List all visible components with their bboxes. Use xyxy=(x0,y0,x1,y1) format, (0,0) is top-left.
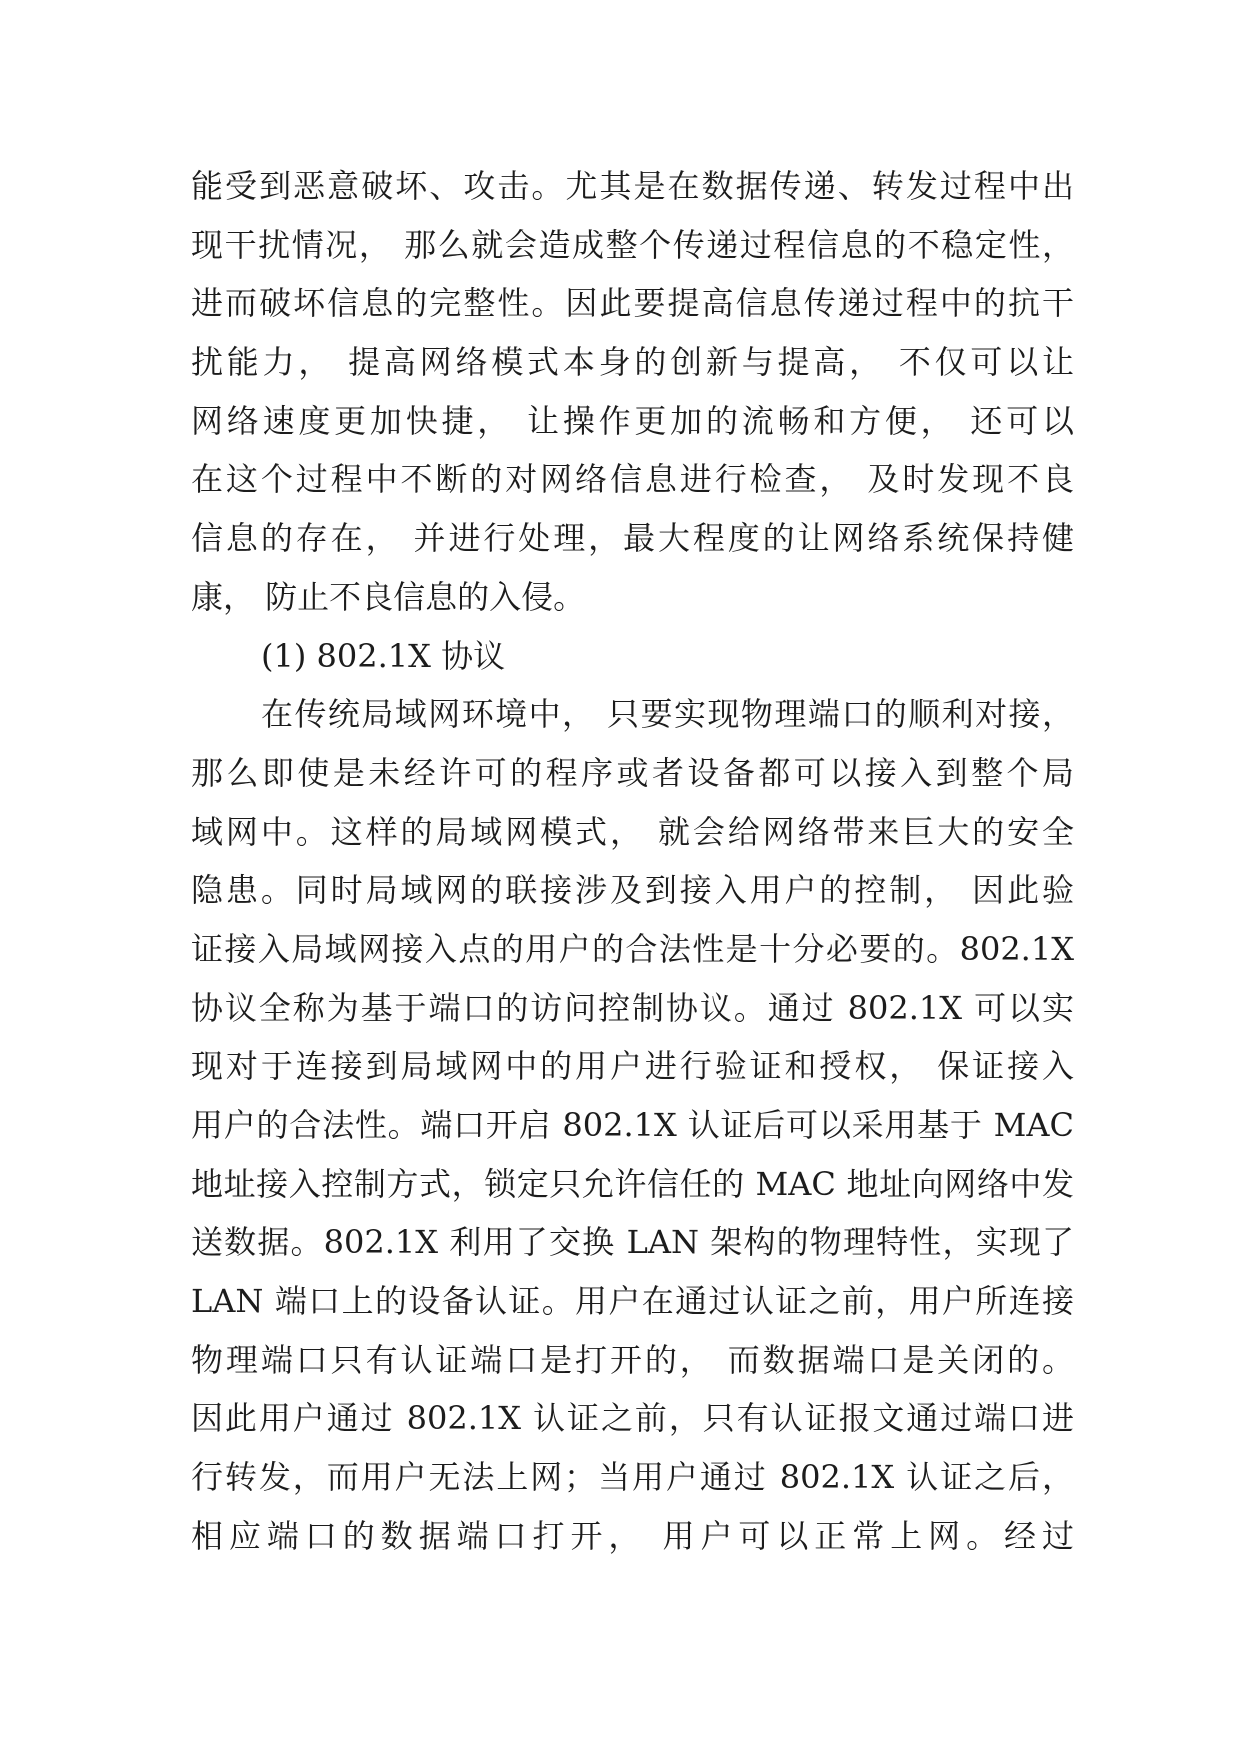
page-body xyxy=(191,157,1074,1566)
paragraph-802-1x xyxy=(191,685,1074,1565)
text-line: 网络速度更加快捷， 让操作更加的流畅和方便， 还可以 xyxy=(191,401,1074,440)
text-line: 能受到恶意破坏、攻击。尤其是在数据传递、转发过程中出 xyxy=(191,167,1074,205)
text-line: 扰能力， 提高网络模式本身的创新与提高， 不仅可以让 xyxy=(191,343,1074,382)
text-line: 在这个过程中不断的对网络信息进行检查， 及时发现不良 xyxy=(191,460,1074,499)
text-line: 现干扰情况， 那么就会造成整个传递过程信息的不稳定性， xyxy=(191,225,1074,264)
text-line: 送数据。802.1X 利用了交换 LAN 架构的物理特性，实现了 xyxy=(191,1223,1074,1262)
text-line: 因此用户通过 802.1X 认证之前，只有认证报文通过端口进 xyxy=(191,1399,1074,1438)
text-line: 进而破坏信息的完整性。因此要提高信息传递过程中的抗干 xyxy=(191,284,1074,323)
text-line: 在传统局域网环境中， 只要实现物理端口的顺利对接， xyxy=(261,695,1074,734)
text-line: LAN 端口上的设备认证。用户在通过认证之前，用户所连接 xyxy=(191,1282,1074,1321)
text-line: 信息的存在， 并进行处理，最大程度的让网络系统保持健 xyxy=(191,519,1074,558)
text-line: 康， 防止不良信息的入侵。 xyxy=(191,577,586,616)
paragraph-continuation xyxy=(191,157,1074,627)
text-line: 隐患。同时局域网的联接涉及到接入用户的控制， 因此验 xyxy=(191,871,1074,910)
text-line: 用户的合法性。端口开启 802.1X 认证后可以采用基于 MAC xyxy=(191,1106,1074,1144)
text-line: 协议全称为基于端口的访问控制协议。通过 802.1X 可以实 xyxy=(191,988,1074,1027)
text-line: 那么即使是未经许可的程序或者设备都可以接入到整个局 xyxy=(191,753,1074,792)
text-line: 相应端口的数据端口打开， 用户可以正常上网。经过 xyxy=(191,1516,1074,1555)
text-line: 物理端口只有认证端口是打开的， 而数据端口是关闭的。 xyxy=(191,1340,1074,1379)
text-line: 证接入局域网接入点的用户的合法性是十分必要的。802.1X xyxy=(191,929,1074,968)
text-line: 行转发，而用户无法上网；当用户通过 802.1X 认证之后， xyxy=(191,1458,1074,1497)
text-line: 现对于连接到局域网中的用户进行验证和授权， 保证接入 xyxy=(191,1047,1074,1086)
text-line: 地址接入控制方式，锁定只允许信任的 MAC 地址向网络中发 xyxy=(191,1164,1074,1203)
section-heading: (1) 802.1X 协议 xyxy=(261,636,506,675)
text-line: 域网中。这样的局域网模式， 就会给网络带来巨大的安全 xyxy=(191,812,1074,851)
